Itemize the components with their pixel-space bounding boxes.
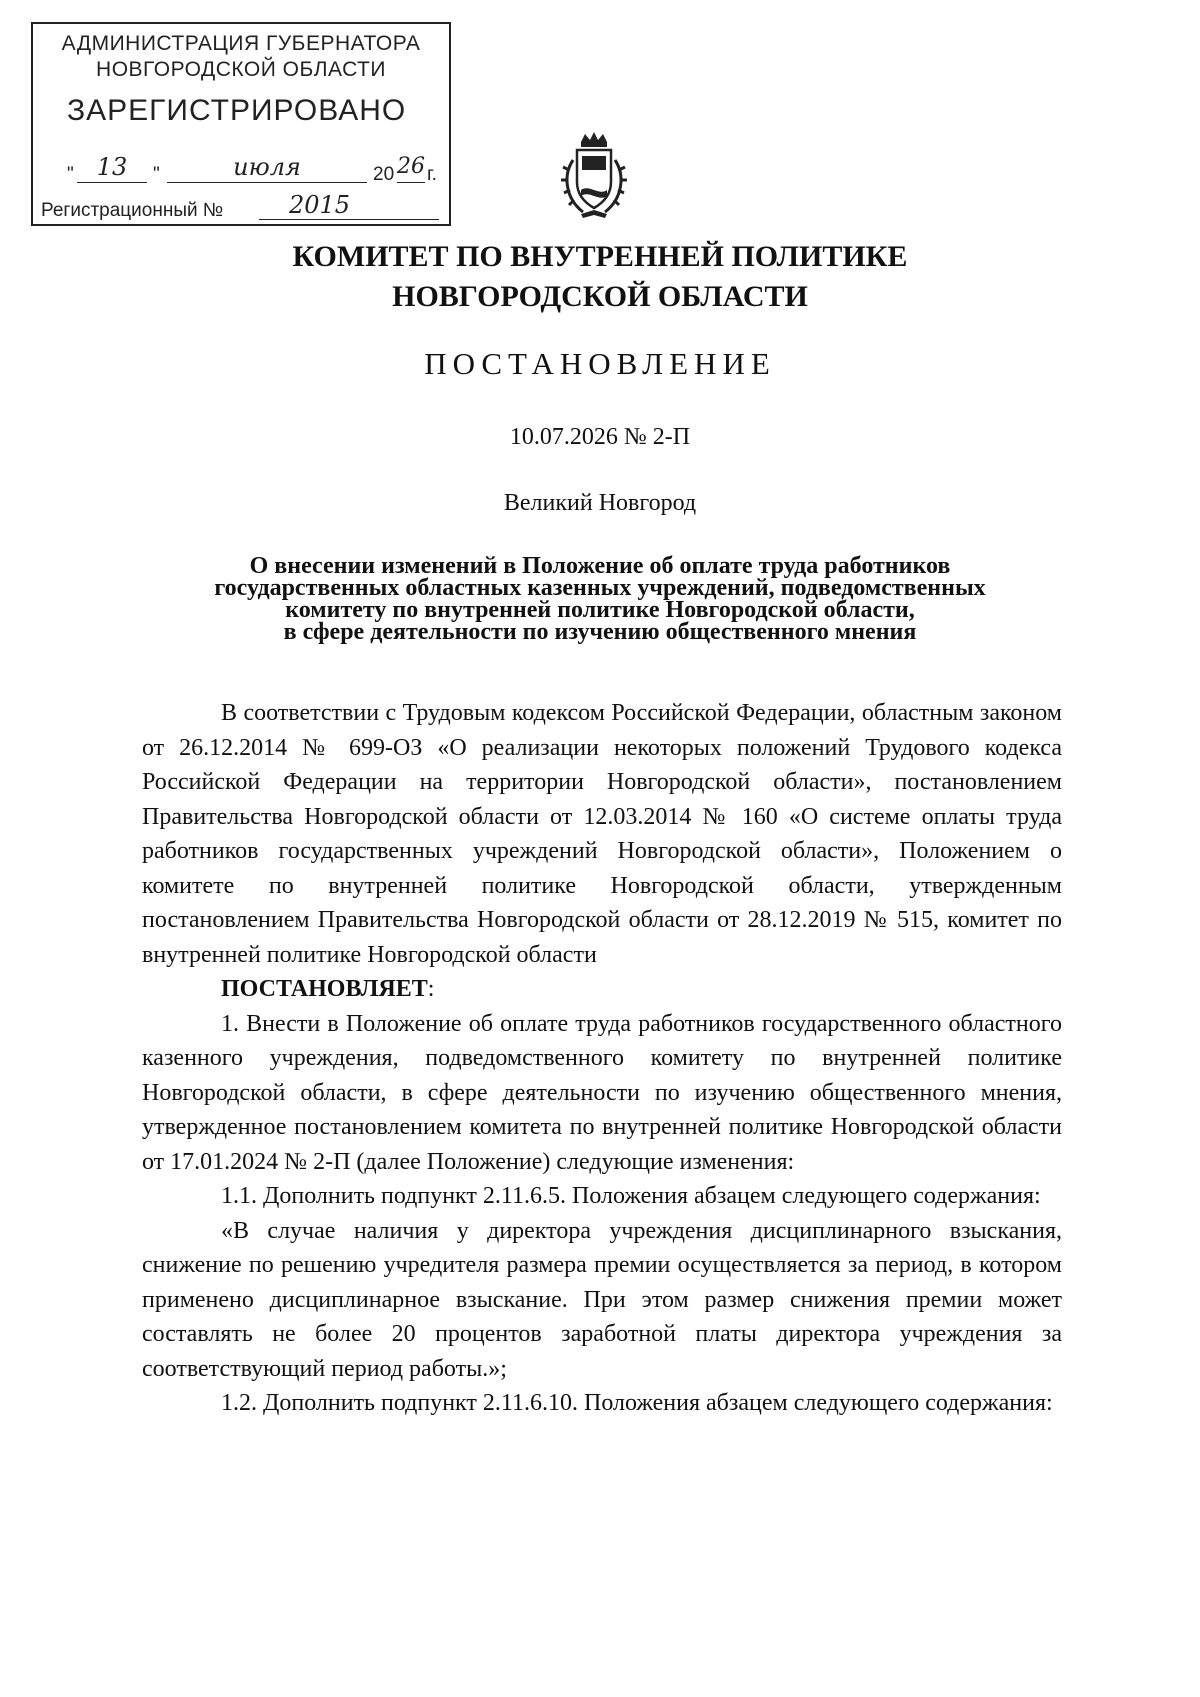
quote-paragraph: «В случае наличия у директора учреждения дисциплинарного взыскания, снижение по решению учредителя размера премии осуществляется за период, в котором применено дисциплинарное взыскание. При этом размер снижения премии может составлять не более 20 процентов заработной платы директора учреждения за соответствующий период работы.»; (142, 1217, 1062, 1382)
title-line: комитету по внутренней политике Новгородской области, (285, 597, 915, 623)
stamp-year-suffix: 26 (397, 152, 425, 183)
title-line: государственных областных казенных учреждений, подведомственных (214, 575, 986, 601)
item-1-paragraph: 1. Внести в Положение об оплате труда работников государственного областного казенного учреждения, подведомственного комитету по внутренней политике Новгородской области, в сфере деятельности по изучению общественного мнения, утвержденное постановлением комитета по внутренней политике Новгородской области от 17.01.2024 № 2-П (далее Положение) следующие изменения: (142, 1010, 1062, 1175)
stamp-date-day: 13 (77, 152, 147, 183)
stamp-year-g: г. (427, 164, 437, 185)
document-city: Великий Новгород (503, 490, 697, 516)
resolves-colon: : (427, 976, 435, 1002)
stamp-reg-label: Регистрационный № (41, 200, 224, 221)
registration-stamp (31, 22, 451, 226)
stamp-registered: ЗАРЕГИСТРИРОВАНО (67, 94, 407, 127)
preamble-paragraph: В соответствии с Трудовым кодексом Российской Федерации, областным законом от 26.12.2014 № 699-ОЗ «О реализации некоторых положений Трудового кодекса Российской Федерации на территории Новгородской области», постановлением Правительства Новгородской области от 12.03.2014 № 160 «О системе оплаты труда работников государственных учреждений Новгородской области», Положением о комитете по внутренней политике Новгородской области, утвержденным постановлением Правительства Новгородской области от 28.12.2019 № 515, комитет по внутренней политике Новгородской области (142, 700, 1062, 968)
document-type: ПОСТАНОВЛЕНИЕ (424, 346, 776, 381)
quote-mark: " (153, 164, 160, 185)
resolves-heading (142, 972, 1062, 1007)
committee-name-line2: НОВГОРОДСКОЙ ОБЛАСТИ (392, 280, 808, 313)
stamp-reg-number (41, 192, 441, 222)
item-1-1-paragraph: 1.1. Дополнить подпункт 2.11.6.5. Положения абзацем следующего содержания: (221, 1183, 1041, 1209)
stamp-reg-value: 2015 (259, 192, 439, 220)
stamp-org-line1: АДМИНИСТРАЦИЯ ГУБЕРНАТОРА (61, 32, 421, 55)
stamp-year-prefix: 20 (373, 164, 395, 185)
stamp-date (63, 152, 443, 188)
document-number: 10.07.2026 № 2-П (509, 424, 691, 450)
resolves-word: ПОСТАНОВЛЯЕТ (221, 976, 428, 1002)
title-line: в сфере деятельности по изучению общественного мнения (283, 619, 917, 645)
committee-name-line1: КОМИТЕТ ПО ВНУТРЕННЕЙ ПОЛИТИКЕ (292, 240, 908, 273)
stamp-date-month: июля (167, 152, 367, 183)
item-1-2-paragraph: 1.2. Дополнить подпункт 2.11.6.10. Положения абзацем следующего содержания: (221, 1390, 1053, 1416)
document-title (130, 555, 1070, 643)
quote-mark: " (67, 164, 74, 185)
coat-of-arms-icon (559, 130, 629, 220)
stamp-org-line2: НОВГОРОДСКОЙ ОБЛАСТИ (96, 58, 386, 81)
title-line: О внесении изменений в Положение об оплате труда работников (249, 553, 951, 579)
document-body (142, 696, 1062, 1421)
